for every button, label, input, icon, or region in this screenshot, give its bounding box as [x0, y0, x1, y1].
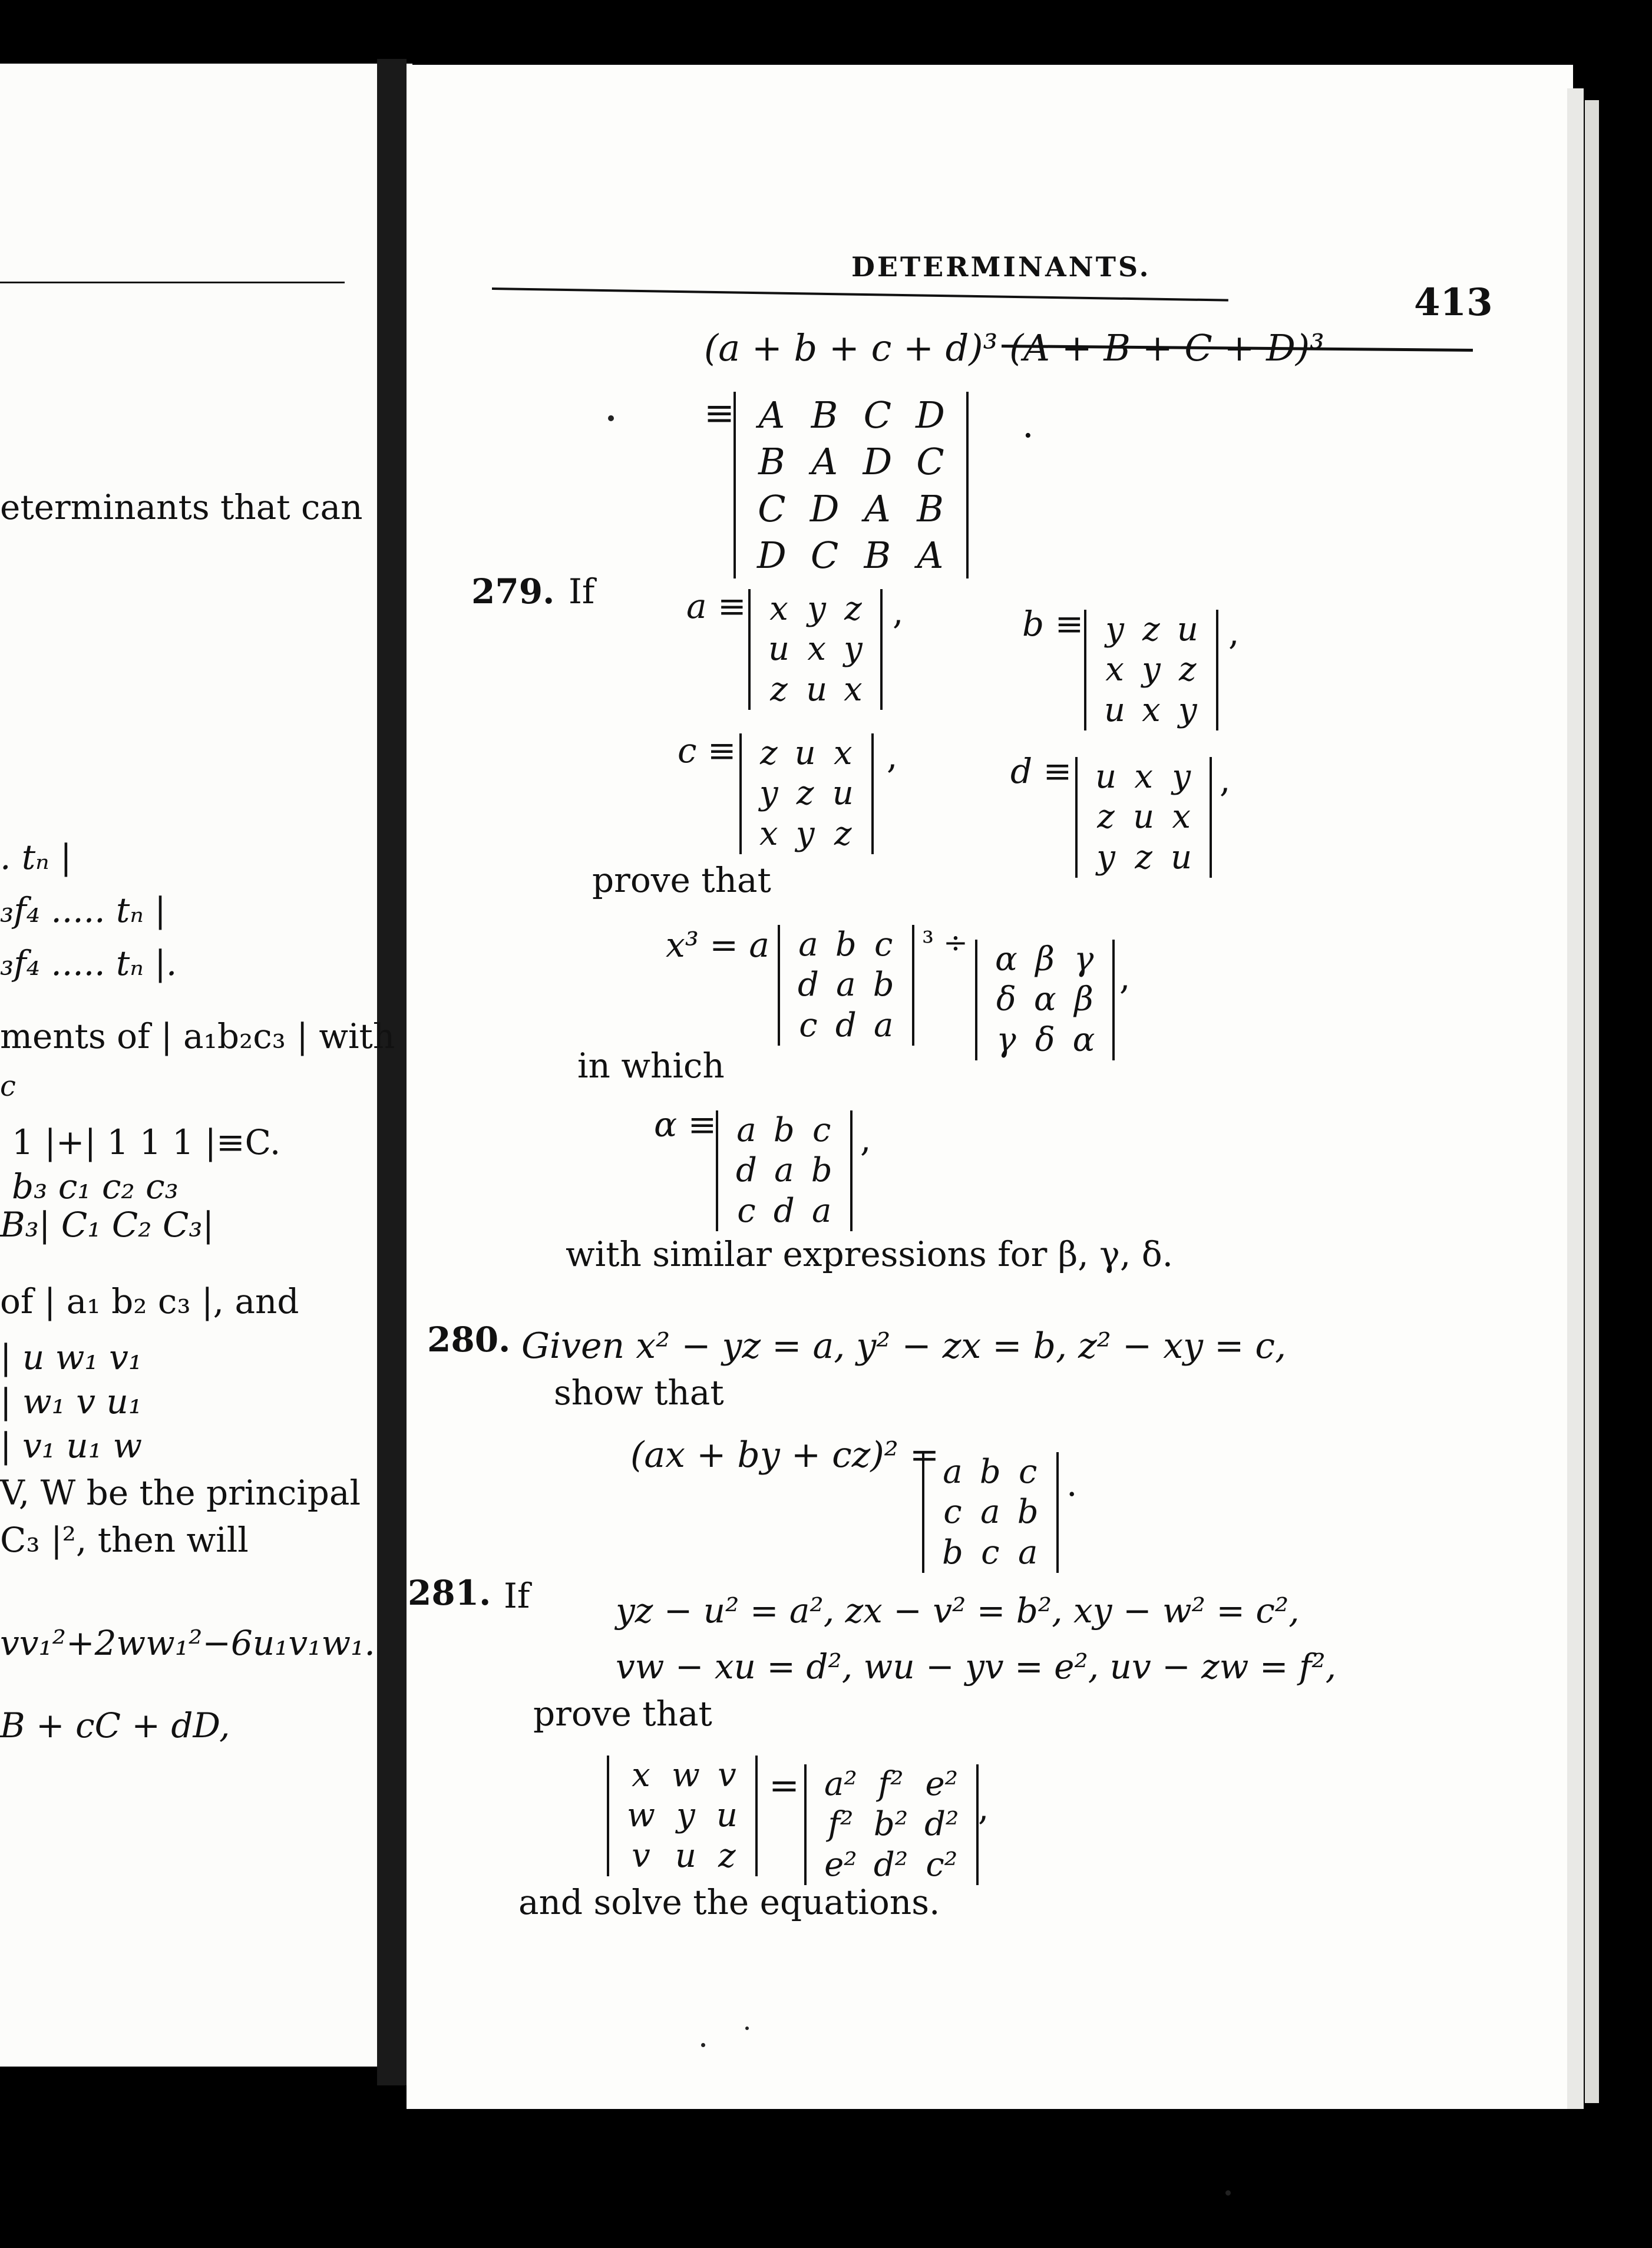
matrix-row: [789, 1006, 903, 1046]
matrix-cell: v: [632, 1836, 650, 1875]
matrix-cell: d²: [873, 1845, 908, 1884]
matrix-cell: u: [1171, 838, 1192, 877]
matrix-cell: y: [1178, 690, 1197, 729]
determinant-d: [1075, 757, 1212, 878]
matrix-cell: y: [1096, 838, 1115, 877]
running-title: DETERMINANTS.: [851, 251, 1151, 283]
page-edge: [1585, 100, 1599, 2103]
matrix-cell: C: [916, 440, 944, 484]
problem-number-279: 279.: [471, 571, 555, 611]
matrix-cell: y: [807, 590, 826, 628]
ink-mark: [608, 415, 614, 421]
matrix-row: [1087, 797, 1200, 837]
matrix-cell: y: [1142, 650, 1161, 689]
matrix-cell: z: [796, 774, 814, 813]
matrix-cell: b: [873, 966, 894, 1004]
matrix-cell: x: [1134, 758, 1153, 796]
matrix-row: [751, 733, 862, 773]
left-line: ments of | a₁b₂c₃ | with: [0, 1016, 395, 1056]
matrix-cell: z: [718, 1836, 736, 1875]
matrix-row: [987, 940, 1103, 980]
matrix-cell: a: [1017, 1533, 1038, 1572]
b-label: b ≡: [1022, 604, 1084, 644]
matrix-row: [816, 1804, 967, 1844]
matrix-cell: C: [810, 533, 839, 577]
matrix-cell: D: [863, 440, 893, 484]
determinant-b: [1084, 610, 1218, 730]
left-line: | v₁ u₁ w: [0, 1426, 143, 1466]
left-line: | w₁ v u₁: [0, 1381, 143, 1421]
matrix-row: [789, 925, 903, 965]
matrix-cell: A: [917, 533, 944, 577]
matrix-row: [1087, 838, 1200, 878]
determinant-alpha: [716, 1110, 853, 1231]
matrix-row: [789, 965, 903, 1005]
matrix-cell: x: [1172, 798, 1191, 837]
matrix-cell: b: [835, 925, 857, 964]
matrix-cell: b: [942, 1533, 963, 1572]
matrix-cell: d: [798, 966, 819, 1004]
matrix-row: [619, 1836, 746, 1876]
ink-mark: [1225, 2190, 1231, 2196]
matrix-cell: a: [980, 1493, 1000, 1532]
determinant-squares: [804, 1764, 979, 1885]
similar-expressions: with similar expressions for β, γ, δ.: [566, 1234, 1174, 1274]
matrix-cell: a: [943, 1453, 963, 1491]
matrix-row: [816, 1764, 967, 1804]
book-gutter: [377, 59, 407, 2085]
comma: ,: [1220, 760, 1231, 800]
matrix-cell: c: [737, 1191, 756, 1230]
equals-sign: =: [769, 1764, 799, 1807]
comma: ,: [1119, 957, 1131, 997]
matrix-cell: e²: [824, 1845, 857, 1884]
c-label: c ≡: [678, 730, 736, 771]
matrix-cell: B: [758, 440, 785, 484]
matrix-cell: d: [773, 1191, 795, 1230]
matrix-cell: c: [799, 1006, 818, 1044]
d-label: d ≡: [1010, 751, 1072, 791]
matrix-cell: d: [835, 1006, 857, 1044]
matrix-cell: B: [864, 533, 891, 577]
left-header-rule: [0, 282, 345, 283]
matrix-row: [934, 1533, 1047, 1573]
matrix-cell: x: [632, 1756, 650, 1794]
given-equations: Given x² − yz = a, y² − zx = b, z² − xy = c,: [521, 1325, 1287, 1367]
matrix-cell: x: [844, 670, 863, 709]
determinant-c: [739, 733, 874, 854]
matrix-cell: u: [768, 630, 790, 669]
matrix-cell: x: [769, 590, 788, 628]
matrix-cell: B: [917, 487, 944, 530]
matrix-cell: y: [1105, 610, 1124, 649]
matrix-cell: γ: [996, 1020, 1016, 1059]
left-line: eterminants that can: [0, 487, 363, 527]
matrix-cell: A: [758, 394, 785, 437]
matrix-cell: z: [1142, 610, 1160, 649]
matrix-cell: c: [874, 925, 893, 964]
matrix-cell: y: [795, 814, 815, 853]
page-number: 413: [1414, 280, 1493, 325]
matrix-cell: c: [812, 1111, 831, 1149]
matrix-cell: c: [981, 1533, 1000, 1572]
matrix-cell: u: [1095, 758, 1117, 796]
determinant-abc: [778, 925, 914, 1046]
ink-mark: [701, 2043, 705, 2047]
matrix-cell: u: [1133, 798, 1155, 837]
matrix-cell: A: [864, 487, 891, 530]
prove-that: prove that: [533, 1694, 712, 1734]
left-line: B₃| C₁ C₂ C₃|: [0, 1205, 214, 1245]
matrix-cell: a: [798, 925, 818, 964]
matrix-row: [745, 532, 957, 578]
determinant-xwv: [607, 1756, 758, 1876]
matrix-row: [728, 1151, 841, 1191]
matrix-cell: A: [811, 440, 838, 484]
matrix-cell: b: [979, 1453, 1001, 1491]
matrix-cell: b: [811, 1151, 832, 1190]
left-line: C₃ |², then will: [0, 1520, 249, 1560]
matrix-cell: y: [676, 1796, 695, 1835]
matrix-row: [1087, 757, 1200, 797]
matrix-cell: a: [836, 966, 856, 1004]
matrix-cell: α: [1033, 980, 1056, 1019]
matrix-cell: z: [770, 670, 788, 709]
matrix-cell: u: [1177, 610, 1198, 649]
matrix-cell: D: [810, 487, 840, 530]
matrix-cell: c: [1018, 1453, 1038, 1491]
comma: ,: [887, 736, 898, 776]
determinant-280: [922, 1452, 1059, 1573]
left-line: of | a₁ b₂ c₃ |, and: [0, 1281, 299, 1321]
matrix-cell: c²: [926, 1845, 958, 1884]
if-label: If: [504, 1576, 530, 1616]
equations-line-2: vw − xu = d², wu − yv = e², uv − zw = f²,: [616, 1647, 1337, 1687]
left-line: | u w₁ v₁: [0, 1337, 143, 1377]
matrix-row: [760, 589, 871, 629]
matrix-cell: C: [758, 487, 786, 530]
matrix-row: [760, 629, 871, 669]
prove-that: prove that: [592, 860, 771, 900]
matrix-row: [1096, 690, 1207, 730]
matrix-cell: x: [807, 630, 826, 669]
matrix-cell: z: [1179, 650, 1197, 689]
left-line: B + cC + dD,: [0, 1705, 230, 1745]
matrix-cell: f²: [878, 1765, 904, 1803]
matrix-cell: x: [759, 814, 778, 853]
matrix-row: [760, 670, 871, 710]
matrix-cell: e²: [925, 1765, 959, 1803]
matrix-cell: z: [760, 734, 778, 772]
matrix-cell: α: [995, 940, 1017, 978]
period: .: [1066, 1464, 1078, 1504]
power-divide: ³ ÷: [922, 925, 968, 960]
problem-number-280: 280.: [427, 1320, 511, 1360]
comma: ,: [860, 1119, 871, 1159]
matrix-cell: β: [1035, 940, 1055, 978]
top-formula-line: (a + b + c + d)³ (A + B + C + D)³: [704, 326, 1324, 369]
matrix-row: [987, 980, 1103, 1020]
matrix-cell: b²: [873, 1805, 908, 1844]
alpha-label: α ≡: [654, 1105, 717, 1145]
matrix-cell: z: [1135, 838, 1152, 877]
right-page: [407, 65, 1573, 2109]
equiv-sign: ≡: [704, 391, 735, 434]
left-line: 1 |+| 1 1 1 |≡C.: [12, 1122, 281, 1162]
matrix-row: [751, 814, 862, 854]
matrix-cell: u: [675, 1836, 696, 1875]
x3-label: x³ = a: [666, 925, 770, 965]
show-that: show that: [554, 1373, 724, 1413]
matrix-row: [1096, 610, 1207, 650]
matrix-cell: y: [844, 630, 863, 669]
matrix-cell: y: [759, 774, 778, 813]
matrix-cell: a: [774, 1151, 794, 1190]
matrix-cell: c: [943, 1493, 962, 1532]
matrix-cell: u: [1104, 690, 1126, 729]
matrix-cell: u: [832, 774, 854, 813]
page-edge: [1567, 88, 1584, 2109]
period: .: [1022, 403, 1034, 446]
in-which: in which: [577, 1046, 725, 1086]
determinant-a: [748, 589, 883, 710]
lhs-expression: (ax + by + cz)² =: [630, 1434, 940, 1476]
matrix-row: [987, 1020, 1103, 1060]
matrix-cell: v: [718, 1756, 736, 1794]
comma: ,: [893, 592, 904, 632]
left-page: [0, 64, 412, 2067]
equations-line-1: yz − u² = a², zx − v² = b², xy − w² = c²,: [616, 1591, 1300, 1631]
matrix-cell: δ: [996, 980, 1016, 1019]
determinant-greek: [975, 940, 1115, 1060]
matrix-cell: y: [1172, 758, 1191, 796]
comma: ,: [1228, 613, 1240, 653]
problem-number-281: 281.: [408, 1573, 491, 1613]
matrix-cell: a: [736, 1111, 756, 1149]
left-line: vv₁²+2ww₁²−6u₁v₁w₁.: [0, 1623, 375, 1663]
matrix-cell: u: [794, 734, 816, 772]
ink-mark: [745, 2026, 749, 2030]
matrix-cell: a: [811, 1191, 832, 1230]
matrix-row: [745, 438, 957, 485]
matrix-cell: w: [627, 1796, 655, 1835]
matrix-cell: x: [1142, 690, 1161, 729]
matrix-cell: α: [1072, 1020, 1095, 1059]
solve-line: and solve the equations.: [518, 1882, 940, 1922]
matrix-row: [751, 773, 862, 814]
matrix-cell: b: [1017, 1493, 1039, 1532]
matrix-cell: D: [916, 394, 945, 437]
left-line: V, W be the principal: [0, 1473, 361, 1513]
comma: ,: [978, 1788, 989, 1828]
matrix-row: [816, 1845, 967, 1885]
matrix-cell: x: [833, 734, 853, 772]
matrix-cell: d²: [924, 1805, 959, 1844]
matrix-cell: z: [844, 590, 862, 628]
matrix-cell: d: [736, 1151, 757, 1190]
determinant-ABCD: [734, 392, 969, 578]
left-line: b₃ c₁ c₂ c₃: [12, 1166, 179, 1206]
matrix-cell: u: [716, 1796, 738, 1835]
matrix-row: [745, 485, 957, 532]
matrix-cell: u: [806, 670, 828, 709]
matrix-row: [745, 392, 957, 438]
matrix-row: [728, 1191, 841, 1231]
matrix-cell: b: [773, 1111, 795, 1149]
matrix-cell: a²: [824, 1765, 857, 1803]
matrix-cell: z: [1097, 798, 1115, 837]
left-line: c: [0, 1070, 16, 1103]
matrix-cell: γ: [1073, 940, 1094, 978]
matrix-row: [1096, 650, 1207, 690]
matrix-cell: w: [671, 1756, 700, 1794]
matrix-row: [728, 1110, 841, 1151]
left-line: ₃f₄ ..... tₙ |.: [0, 943, 177, 983]
if-label: If: [569, 571, 595, 611]
matrix-row: [934, 1452, 1047, 1492]
matrix-cell: x: [1105, 650, 1124, 689]
matrix-cell: B: [811, 394, 838, 437]
matrix-cell: z: [834, 814, 852, 853]
a-label: a ≡: [686, 586, 746, 626]
matrix-row: [934, 1492, 1047, 1532]
matrix-cell: δ: [1035, 1020, 1055, 1059]
matrix-cell: β: [1074, 980, 1093, 1019]
left-line: . tₙ |: [0, 837, 72, 877]
matrix-cell: a: [873, 1006, 894, 1044]
matrix-cell: C: [863, 394, 892, 437]
matrix-row: [619, 1756, 746, 1796]
matrix-cell: D: [757, 533, 787, 577]
left-line: ₃f₄ ..... tₙ |: [0, 890, 166, 930]
matrix-row: [619, 1796, 746, 1836]
matrix-cell: f²: [828, 1805, 854, 1844]
